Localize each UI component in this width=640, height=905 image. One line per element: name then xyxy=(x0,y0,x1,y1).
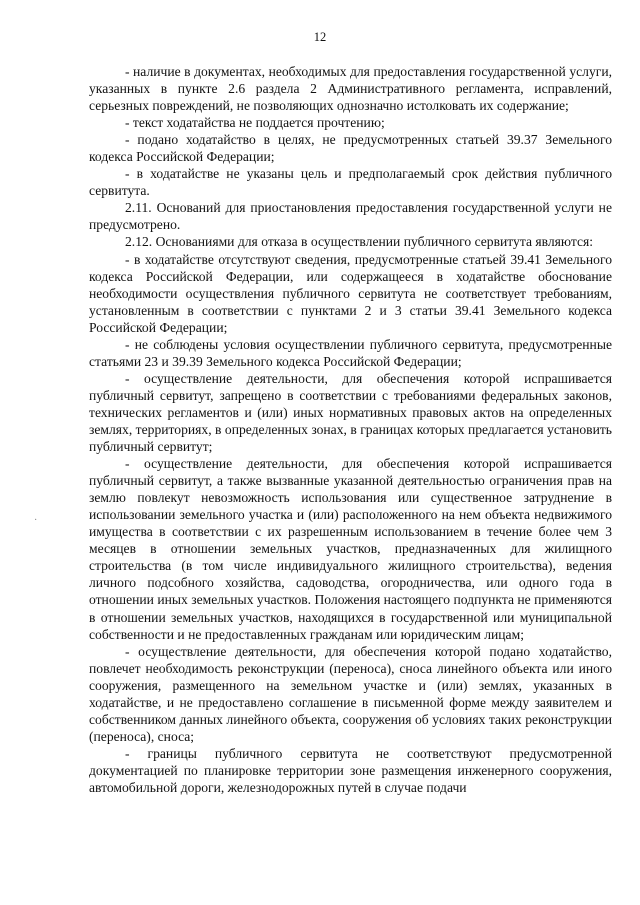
document-body xyxy=(89,63,612,796)
paragraph-refusal-term: - в ходатайстве не указаны цель и предполагаемый срок действия публичного сервитута. xyxy=(89,166,612,199)
scan-mark: · xyxy=(34,515,38,526)
paragraph-refusal-purpose: - подано ходатайство в целях, не предусмотренных статьей 39.37 Земельного кодекса Российской Федерации; xyxy=(89,132,612,165)
paragraph-refusal-corrections: - наличие в документах, необходимых для предоставления государственной услуги, указанных в пункте 2.6 раздела 2 Административного регламента, исправлений, серьезных повреждений, не позволяющих однозначно истолковать их содержание; xyxy=(89,64,612,114)
paragraph-conditions: - не соблюдены условия осуществлении публичного сервитута, предусмотренные статьями 23 и 39.39 Земельного кодекса Российской Федерации; xyxy=(89,336,612,369)
page-number: 12 xyxy=(313,30,327,44)
paragraph-boundaries: - границы публичного сервитута не соответствуют предусмотренной документацией по планировке территории зоне размещения инженерного сооружения, автомобильной дороги, железнодорожных путей в случае подачи xyxy=(89,745,612,795)
paragraph-prohibited-activity: - осуществление деятельности, для обеспечения которой испрашивается публичный сервитут, запрещено в соответствии с требованиями федеральных законов, технических регламентов и (или) иных нормативных правовых актов на определенных землях, территориях, в определенных зонах, в границах которых предлагается установить публичный сервитут; xyxy=(89,370,612,455)
paragraph-2-12: 2.12. Основаниями для отказа в осуществлении публичного сервитута являются: xyxy=(125,234,594,250)
paragraph-missing-info: - в ходатайстве отсутствуют сведения, предусмотренные статьей 39.41 Земельного кодекса Российской Федерации, или содержащееся в ходатайстве обоснование необходимости осуществления публичного сервитута не соответствует требованиям, установленным в соответствии с пунктами 2 и 3 статьи 39.41 Земельного кодекса Российской Федерации; xyxy=(89,251,612,335)
paragraph-refusal-unreadable: - текст ходатайства не поддается прочтению; xyxy=(125,115,385,131)
paragraph-2-11: 2.11. Оснований для приостановления предоставления государственной услуги не предусмотрено. xyxy=(89,200,612,233)
paragraph-reconstruction: - осуществление деятельности, для обеспечения которой подано ходатайство, повлечет необходимость реконструкции (переноса), сноса линейного объекта или иного сооружения, размещенного на земельном участке и (или) землях, указанных в ходатайстве, и не предоставлено соглашение в письменной форме между заявителем и собственником данных линейного объекта, сооружения об условиях таких реконструкции (переноса), сноса; xyxy=(89,643,612,744)
paragraph-land-use-impact: - осуществление деятельности, для обеспечения которой испрашивается публичный сервитут, а также вызванные указанной деятельностью ограничения прав на землю повлекут невозможность использования или существенное затруднение в использовании земельного участка и (или) расположенного на нем объекта недвижимого имущества в соответствии с их разрешенным использованием в течение более чем 3 месяцев в отношении земельных участков, предназначенных для жилищного строительства (в том числе индивидуального жилищного строительства), ведения личного подсобного хозяйства, садоводства, огородничества, или одного года в отношении иных земельных участков. Положения настоящего подпункта не применяются в отношении земельных участков, находящихся в государственной или муниципальной собственности и не предоставленных гражданам или юридическим лицам; xyxy=(89,456,612,642)
